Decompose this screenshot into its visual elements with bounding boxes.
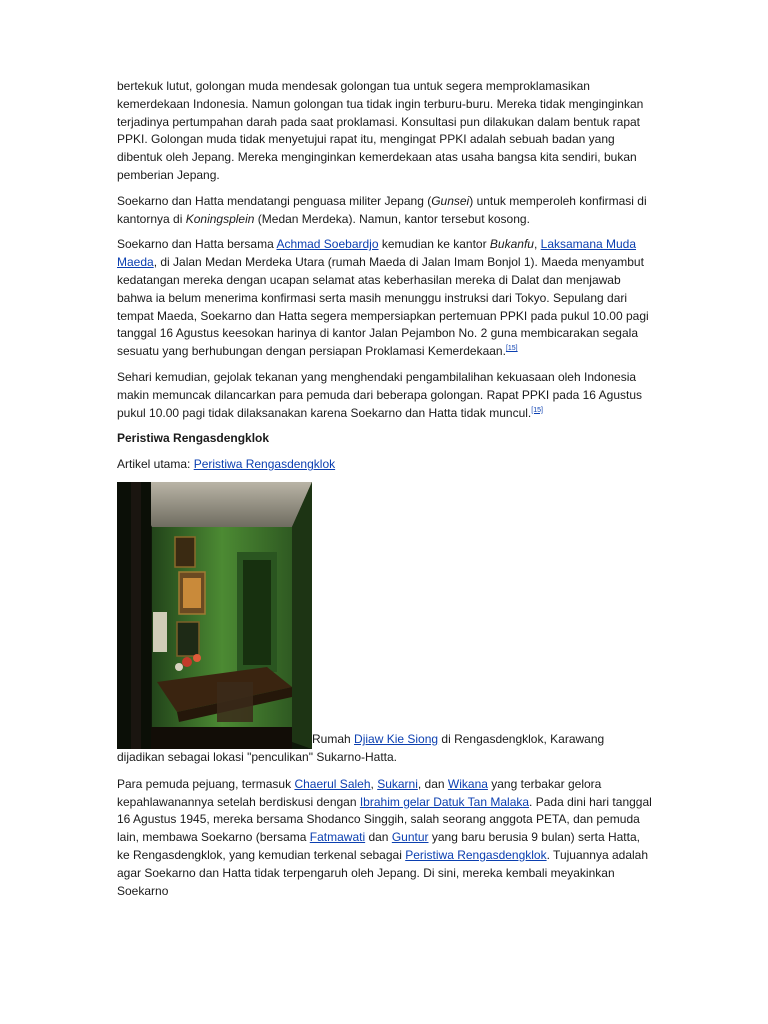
- main-article-label: Artikel utama:: [117, 457, 194, 472]
- text: kemudian ke kantor: [378, 237, 490, 252]
- text: (Medan Merdeka). Namun, kantor tersebut kosong.: [254, 211, 530, 226]
- link-guntur[interactable]: Guntur: [391, 830, 429, 845]
- reference-link[interactable]: [15]: [505, 345, 518, 353]
- photo-image: [117, 482, 312, 749]
- text: dan: [365, 830, 392, 845]
- link-tan-malaka[interactable]: Ibrahim gelar Datuk Tan Malaka: [359, 794, 530, 809]
- text: ,: [370, 776, 378, 791]
- link-djiaw-kie-siong[interactable]: Djiaw Kie Siong: [354, 732, 439, 747]
- house-interior-photo[interactable]: [117, 482, 312, 749]
- text: . Pada dini hari tanggal 16 Agustus 1945, mereka bersama Shodanco Singgih, salah seorang anggota PETA, dan pemuda lain, membawa Soekarno (bersama: [117, 794, 652, 845]
- paragraph-4: [117, 369, 652, 422]
- caption-text: di Rengasdengklok, Karawang dijadikan sebagai lokasi "penculikan" Sukarno-Hatta.: [117, 732, 605, 764]
- link-wikana[interactable]: Wikana: [447, 776, 488, 791]
- text: yang terbakar gelora kepahlawanannya setelah berdiskusi dengan: [117, 776, 602, 809]
- paragraph-1: bertekuk lutut, golongan muda mendesak golongan tua untuk segera memproklamasikan kemerdekaan Indonesia. Namun golongan tua tidak ingin terburu-buru. Mereka tidak menginginkan terjadinya pertumpahan darah pada saat proklamasi. Konsultasi pun dilakukan dalam bentuk rapat PPKI. Golongan muda tidak menyetujui rapat itu, mengingat PPKI adalah sebuah badan yang dibentuk oleh Jepang. Mereka menginginkan kemerdekaan atas usaha bangsa kita sendiri, bukan pemberian Jepang.: [117, 79, 644, 182]
- text: Soekarno dan Hatta bersama: [117, 237, 277, 252]
- reference-link[interactable]: [15]: [531, 406, 543, 414]
- link-achmad-soebardjo[interactable]: Achmad Soebardjo: [276, 237, 379, 252]
- text: . Tujuannya adalah agar Soekarno dan Hatta tidak terpengaruh oleh Jepang. Di sini, mereka kembali meyakinkan Soekarno: [117, 847, 649, 898]
- section-heading: Peristiwa Rengasdengklok: [117, 431, 270, 446]
- paragraph-3: [117, 236, 652, 361]
- link-sukarni[interactable]: Sukarni: [377, 776, 418, 791]
- article-body: [117, 78, 652, 908]
- italic-term: Bukanfu: [489, 237, 534, 252]
- text: Para pemuda pejuang, termasuk: [117, 776, 295, 791]
- italic-term: Koningsplein: [185, 211, 255, 226]
- text: yang baru berusia 9 bulan) serta Hatta, ke Rengasdengklok, yang kemudian terkenal sebagai: [117, 830, 640, 862]
- text: ,: [533, 237, 541, 252]
- link-peristiwa-rengasdengklok[interactable]: Peristiwa Rengasdengklok: [193, 457, 336, 472]
- figure-with-caption: [117, 482, 652, 767]
- link-peristiwa-rengasdengklok-inline[interactable]: Peristiwa Rengasdengklok: [405, 847, 547, 862]
- caption-text: Rumah: [312, 732, 355, 747]
- text: ) untuk memperoleh konfirmasi di kantornya di: [117, 193, 647, 226]
- link-fatmawati[interactable]: Fatmawati: [309, 830, 366, 845]
- text: , di Jalan Medan Merdeka Utara (rumah Maeda di Jalan Imam Bonjol 1). Maeda menyambut kedatangan mereka dengan ucapan selamat atas keberhasilan mereka di Dalat dan menjawab bahwa ia belum menerima konfirmasi serta masih menunggu instruksi dari Tokyo. Sepulang dari tempat Maeda, Soekarno dan Hatta segera mempersiapkan pertemuan PPKI pada pukul 10.00 pagi tanggal 16 Agustus keesokan harinya di kantor Jalan Pejambon No. 2 guna membicarakan segala sesuatu yang berhubungan dengan persiapan Proklamasi Kemerdekaan.: [117, 255, 649, 359]
- paragraph-2: [117, 193, 652, 229]
- text: , dan: [417, 776, 448, 791]
- text: Soekarno dan Hatta mendatangi penguasa militer Jepang (: [117, 193, 432, 208]
- main-article-note: [117, 456, 652, 474]
- italic-term: Gunsei: [431, 193, 470, 208]
- paragraph-5: [117, 776, 652, 901]
- link-laksamana-muda-maeda[interactable]: Laksamana Muda Maeda: [117, 237, 637, 270]
- link-chaerul-saleh[interactable]: Chaerul Saleh: [294, 776, 371, 791]
- text: Sehari kemudian, gejolak tekanan yang menghendaki pengambilalihan kekuasaan oleh Indonesia makin memuncak dilancarkan para pemuda dari beberapa golongan. Rapat PPKI pada 16 Agustus pukul 10.00 pagi tidak dilaksanakan karena Soekarno dan Hatta tidak muncul.: [117, 369, 643, 420]
